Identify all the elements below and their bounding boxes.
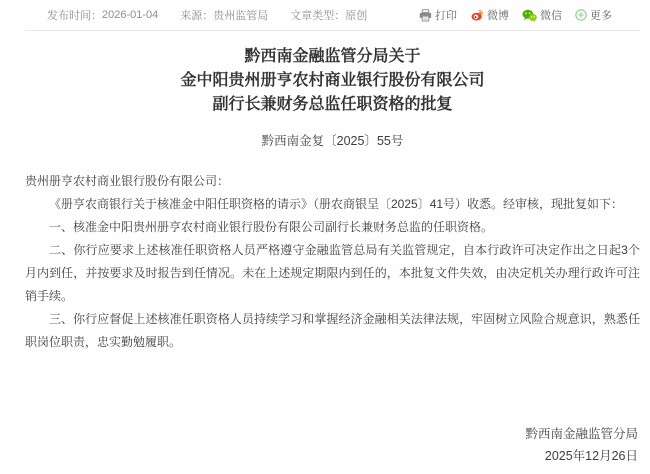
paragraph-item-3: 三、你行应督促上述核准任职资格人员持续学习和掌握经济金融相关法律法规，牢固树立风险合规意识，熟悉任职岗位职责，忠实勤勉履职。: [25, 312, 640, 349]
signature-block: [25, 423, 640, 467]
document-title: [25, 45, 640, 117]
plus-circle-icon: [575, 9, 587, 21]
publish-time: [47, 7, 158, 23]
meta-bar: [25, 0, 640, 31]
article-type-value: 原创: [345, 10, 368, 22]
more-share-button[interactable]: [575, 7, 612, 23]
salutation: 贵州册亨农村商业银行股份有限公司：: [25, 174, 230, 188]
print-label: 打印: [435, 10, 457, 22]
paragraph-item-2: 二、你行应要求上述核准任职资格人员严格遵守金融监管总局有关监管规定，自本行政许可决定作出之日起3个月内到任，并按要求及时报告到任情况。未在上述规定期限内到任的，本批复文件失效，由决定机关办理行政许可注销手续。: [25, 243, 640, 303]
weibo-icon: [470, 9, 484, 22]
wechat-label: 微信: [540, 10, 562, 22]
publish-time-label: 发布时间：: [47, 10, 102, 22]
share-toolbar: [419, 7, 612, 23]
share-weibo-button[interactable]: [470, 7, 509, 23]
article-type: [290, 7, 367, 23]
share-wechat-button[interactable]: [522, 7, 562, 23]
print-button[interactable]: [419, 7, 457, 23]
document-content: [0, 45, 650, 467]
document-body: [25, 170, 640, 354]
more-label: 更多: [590, 10, 612, 22]
paragraph-intro: 《册亨农商银行关于核准金中阳任职资格的请示》（册农商银呈〔2025〕41号）收悉。经审核，现批复如下：: [49, 197, 624, 211]
paragraph-item-1: 一、核准金中阳贵州册亨农村商业银行股份有限公司副行长兼财务总监的任职资格。: [49, 220, 494, 234]
title-line-2: 金中阳贵州册亨农村商业银行股份有限公司: [180, 72, 485, 89]
title-line-1: 黔西南金融监管分局关于: [244, 48, 421, 65]
signature-org: 黔西南金融监管分局: [525, 427, 638, 441]
weibo-label: 微博: [487, 10, 509, 22]
wechat-icon: [522, 9, 537, 22]
article-type-label: 文章类型：: [290, 10, 346, 22]
title-line-3: 副行长兼财务总监任职资格的批复: [212, 96, 453, 113]
document-number: 黔西南金复〔2025〕55号: [261, 134, 404, 148]
source: [180, 7, 268, 23]
publish-time-value: 2026-01-04: [102, 9, 159, 21]
source-label: 来源：: [180, 10, 214, 22]
signature-date: 2025年12月26日: [544, 449, 638, 463]
printer-icon: [419, 9, 432, 22]
source-value: 贵州监管局: [213, 10, 269, 22]
meta-info: [47, 7, 389, 23]
